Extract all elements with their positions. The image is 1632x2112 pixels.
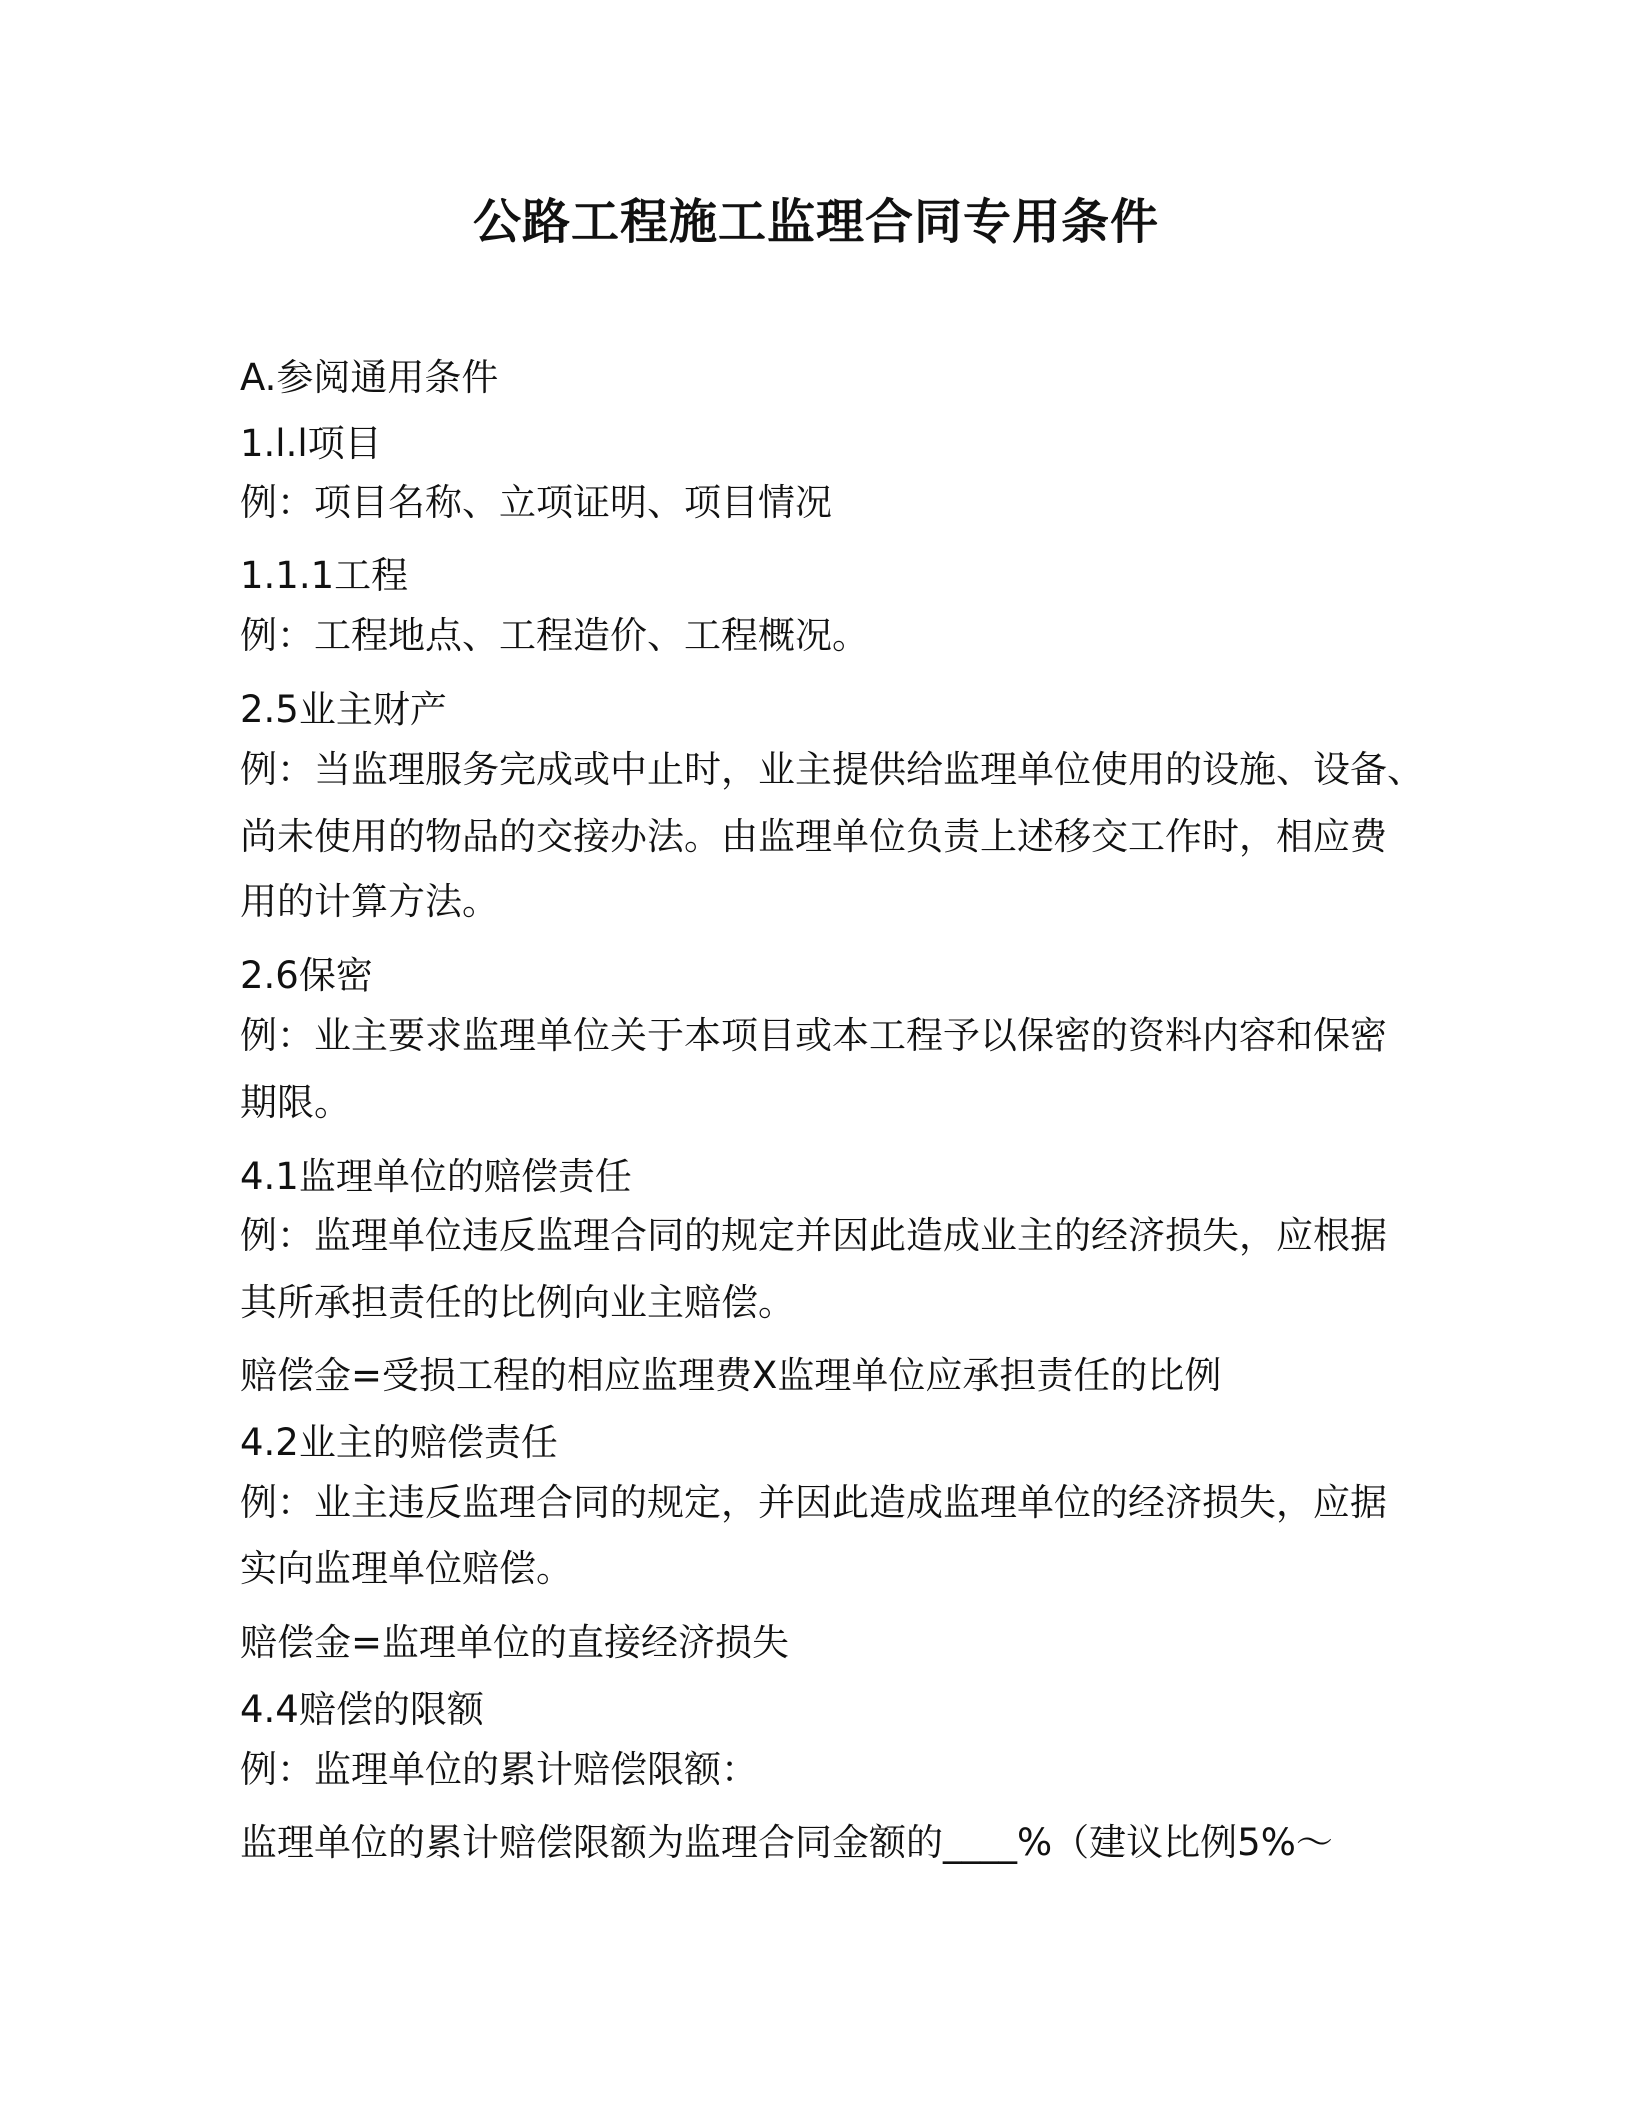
paragraph-line: 尚未使用的物品的交接办法。由监理单位负责上述移交工作时，相应费 [240,815,1387,858]
example-line: 例：工程地点、工程造价、工程概况。 [240,614,869,657]
paragraph-line: 实向监理单位赔偿。 [240,1547,573,1590]
example-line: 例：业主要求监理单位关于本项目或本工程予以保密的资料内容和保密 [240,1014,1387,1057]
paragraph-line: 其所承担责任的比例向业主赔偿。 [240,1281,795,1324]
example-line: 例：监理单位的累计赔偿限额： [240,1748,758,1791]
section-heading-4-4: 4.4赔偿的限额 [240,1688,484,1731]
paragraph-line: 用的计算方法。 [240,880,499,923]
paragraph-line: 监理单位的累计赔偿限额为监理合同金额的____%（建议比例5%～ [240,1821,1333,1864]
example-line: 例：监理单位违反监理合同的规定并因此造成业主的经济损失，应根据 [240,1214,1387,1257]
section-heading-4-2: 4.2业主的赔偿责任 [240,1421,558,1464]
example-line: 例：项目名称、立项证明、项目情况 [240,481,832,524]
paragraph-line: 期限。 [240,1081,351,1124]
section-heading-2-6: 2.6保密 [240,954,373,997]
formula-line: 赔偿金=受损工程的相应监理费X监理单位应承担责任的比例 [240,1354,1222,1397]
section-heading-4-1: 4.1监理单位的赔偿责任 [240,1155,632,1198]
formula-line: 赔偿金=监理单位的直接经济损失 [240,1621,790,1664]
section-heading-1-1-1-engineering: 1.1.1工程 [240,554,409,597]
example-line: 例：业主违反监理合同的规定，并因此造成监理单位的经济损失，应据 [240,1481,1387,1524]
section-heading-a: A.参阅通用条件 [240,356,499,399]
example-line: 例：当监理服务完成或中止时，业主提供给监理单位使用的设施、设备、 [240,748,1424,791]
section-heading-2-5: 2.5业主财产 [240,688,447,731]
document-title: 公路工程施工监理合同专用条件 [472,194,1159,250]
section-heading-1-1-1-project: 1.l.l项目 [240,422,382,465]
